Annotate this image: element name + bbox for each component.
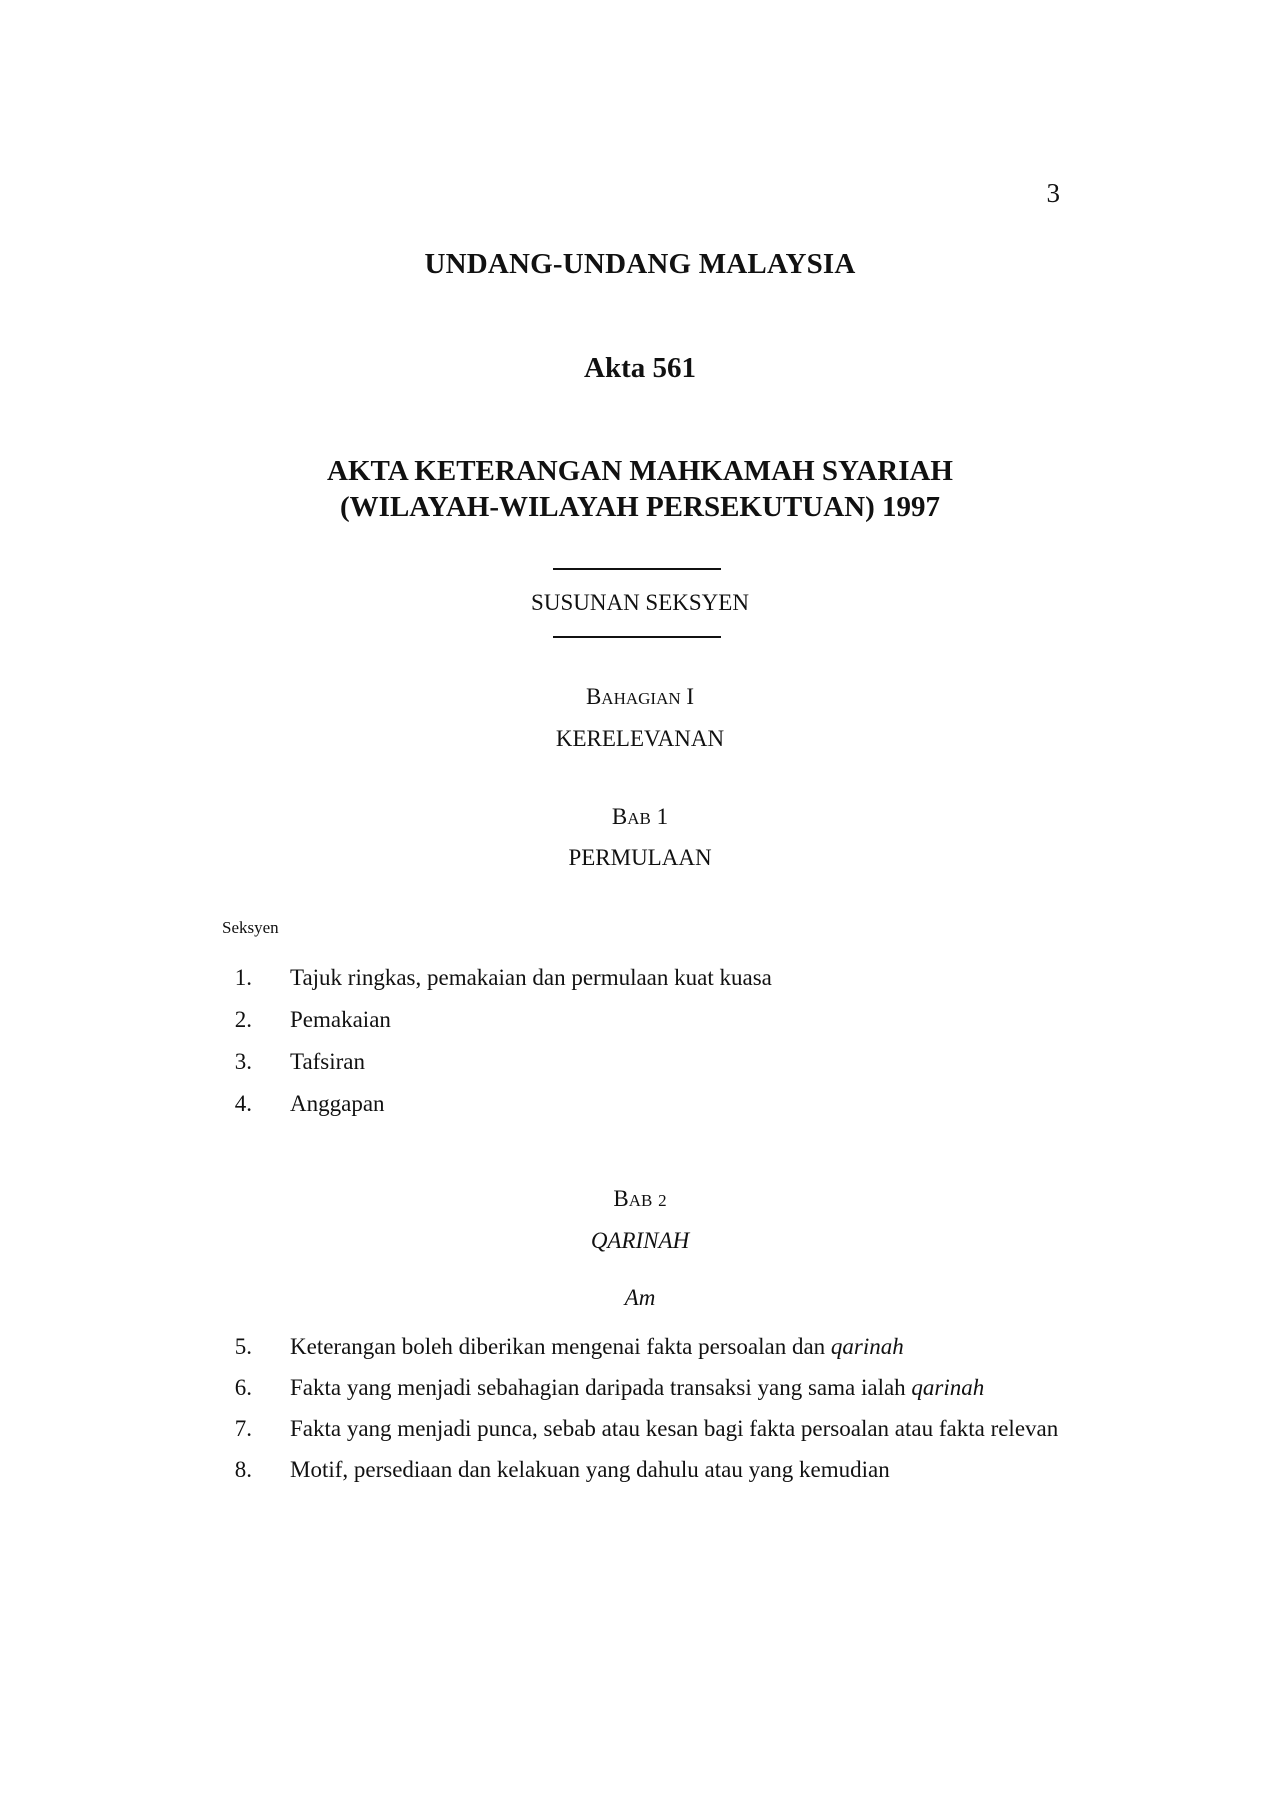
section-title (290, 1455, 1062, 1484)
section-number: 5. (234, 1334, 252, 1359)
chapter-1-section-list (222, 963, 1062, 1131)
section-title: Tafsiran (290, 1049, 366, 1074)
part-label-rest: AHAGIAN (601, 689, 681, 708)
section-title-text: Fakta yang menjadi sebahagian daripada transaksi yang sama ialah (290, 1375, 912, 1400)
page-number: 3 (1046, 178, 1060, 208)
toc-entry[interactable] (222, 1047, 1062, 1076)
chapter-1-label-rest: AB (627, 809, 651, 828)
act-number: Akta 561 (584, 352, 696, 384)
chapter-2-title: QARINAH (590, 1228, 690, 1253)
section-number: 8. (234, 1457, 252, 1482)
section-title (290, 1414, 1062, 1443)
section-title-text: Keterangan boleh diberikan mengenai fakta persoalan dan (290, 1334, 831, 1359)
act-title-line-1: AKTA KETERANGAN MAHKAMAH SYARIAH (327, 455, 953, 487)
act-title (240, 453, 1040, 525)
chapter-1-label (240, 804, 1040, 830)
chapter-2-label-number: 2 (658, 1191, 667, 1210)
toc-entry[interactable] (222, 1455, 1062, 1484)
jurisdiction-title: UNDANG-UNDANG MALAYSIA (424, 248, 856, 280)
section-title-text: Fakta yang menjadi punca, sebab atau kesan bagi fakta persoalan atau fakta relevan (290, 1416, 1059, 1441)
toc-entry[interactable] (222, 1414, 1062, 1443)
toc-entry[interactable] (222, 1332, 1062, 1361)
toc-entry[interactable] (222, 1005, 1062, 1034)
section-title-italic: qarinah (830, 1334, 904, 1359)
arrangement-heading: SUSUNAN SEKSYEN (531, 590, 749, 615)
divider-rule-bottom (553, 636, 721, 638)
section-title (290, 1332, 1062, 1361)
section-title (290, 1373, 1062, 1402)
chapter-2-label-rest: AB (628, 1191, 653, 1210)
chapter-1-label-number: 1 (656, 804, 669, 829)
section-title: Tajuk ringkas, pemakaian dan permulaan kuat kuasa (290, 965, 772, 990)
chapter-2-label-cap: B (613, 1186, 629, 1211)
section-title-text: Motif, persediaan dan kelakuan yang dahulu atau yang kemudian (290, 1457, 890, 1482)
chapter-1-label-cap: B (611, 804, 628, 829)
part-label-number: I (686, 684, 695, 709)
section-title-italic: qarinah (911, 1375, 985, 1400)
section-number: 4. (234, 1091, 252, 1116)
part-label (240, 684, 1040, 710)
section-title: Anggapan (290, 1091, 385, 1116)
section-column-heading: Seksyen (222, 918, 279, 937)
section-number: 1. (234, 965, 252, 990)
section-number: 3. (234, 1049, 252, 1074)
section-number: 6. (234, 1375, 252, 1400)
act-title-line-2: (WILAYAH-WILAYAH PERSEKUTUAN) 1997 (340, 491, 940, 523)
section-number: 2. (234, 1007, 252, 1032)
chapter-2-label (240, 1186, 1040, 1212)
toc-entry[interactable] (222, 963, 1062, 992)
part-title: KERELEVANAN (555, 726, 725, 751)
toc-entry[interactable] (222, 1089, 1062, 1118)
toc-entry[interactable] (222, 1373, 1062, 1402)
chapter-1-title: PERMULAAN (568, 845, 712, 870)
divider-rule-top (553, 568, 721, 570)
chapter-2-subtitle: Am (624, 1285, 656, 1310)
section-title: Pemakaian (290, 1007, 391, 1032)
chapter-2-section-list (222, 1332, 1062, 1496)
part-label-cap: B (585, 684, 602, 709)
section-number: 7. (234, 1416, 252, 1441)
